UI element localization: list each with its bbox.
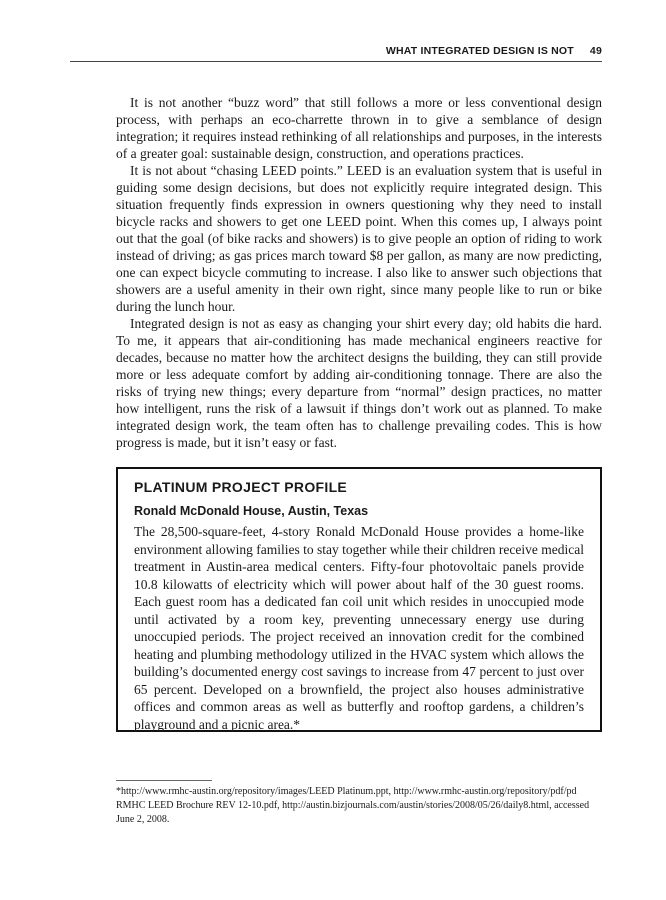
project-profile-box	[116, 467, 602, 732]
body-text	[116, 94, 602, 451]
body-paragraph: It is not another “buzz word” that still follows a more or less conventional design process, with perhaps an eco-charrette thrown in to give a semblance of design integration; it requires instead rethinking of all relationships and purposes, in the interests of a greater goal: sustainable design, construction, and operations practices.	[116, 95, 602, 161]
profile-subtitle: Ronald McDonald House, Austin, Texas	[134, 504, 369, 518]
running-title: WHAT INTEGRATED DESIGN IS NOT	[385, 45, 574, 57]
footnote: *http://www.rmhc-austin.org/repository/images/LEED Platinum.ppt, http://www.rmhc-austin.org/repository/pdf/pd RMHC LEED Brochure REV 12-10.pdf, http://austin.bizjournals.com/austin/stories/2008/05/26/daily8.html, accessed June 2, 2008.	[116, 786, 590, 825]
running-header	[70, 45, 602, 61]
body-paragraph: It is not about “chasing LEED points.” LEED is an evaluation system that is useful in guiding some design decisions, but does not explicitly require integrated design. This situation frequently finds expression in owners questioning why they need to install bicycle racks and showers to get one LEED point. When this comes up, I always point out that the goal (of bike racks and showers) is to give people an option of riding to work instead of driving; as gas prices march toward $8 per gallon, as many are now predicting, one can expect bicycle commuting to increase. I also like to answer such objections that showers are a useful amenity in their own right, since many people like to run or bike during the lunch hour.	[116, 163, 602, 314]
profile-text: The 28,500-square-feet, 4-story Ronald McDonald House provides a home-like environment allowing families to stay together while their children receive medical treatment in Austin-area medical centers. Fifty-four photovoltaic panels provide 10.8 kilowatts of electricity which will power about half of the 30 guest rooms. Each guest room has a dedicated fan coil unit which resides in unoccupied mode until activated by a room key, preventing unnecessary energy use during unoccupied periods. The project received an innovation credit for the combined heating and plumbing methodology utilized in the HVAC system which allows the building’s documented energy cost savings to increase from 47 percent to just over 65 percent. Developed on a brownfield, the project also houses administrative offices and common areas as well as butterfly and rooftop gardens, a children’s playground and a picnic area.*	[134, 524, 584, 732]
footnote-rule	[116, 780, 212, 781]
body-paragraph: Integrated design is not as easy as changing your shirt every day; old habits die hard. To me, it appears that air-conditioning has made mechanical engineers reactive for decades, because no matter how the architect designs the building, they can still provide more or less adequate comfort by adding air-conditioning tonnage. There are also the risks of trying new things; every departure from “normal” design practices, no matter how intelligent, runs the risk of a lawsuit if things don’t work out as planned. To make integrated design work, the team often has to challenge prevailing codes. This is how progress is made, but it isn’t easy or fast.	[116, 316, 602, 450]
profile-title: PLATINUM PROJECT PROFILE	[134, 479, 348, 495]
header-rule	[70, 61, 602, 62]
page-number: 49	[589, 45, 602, 57]
